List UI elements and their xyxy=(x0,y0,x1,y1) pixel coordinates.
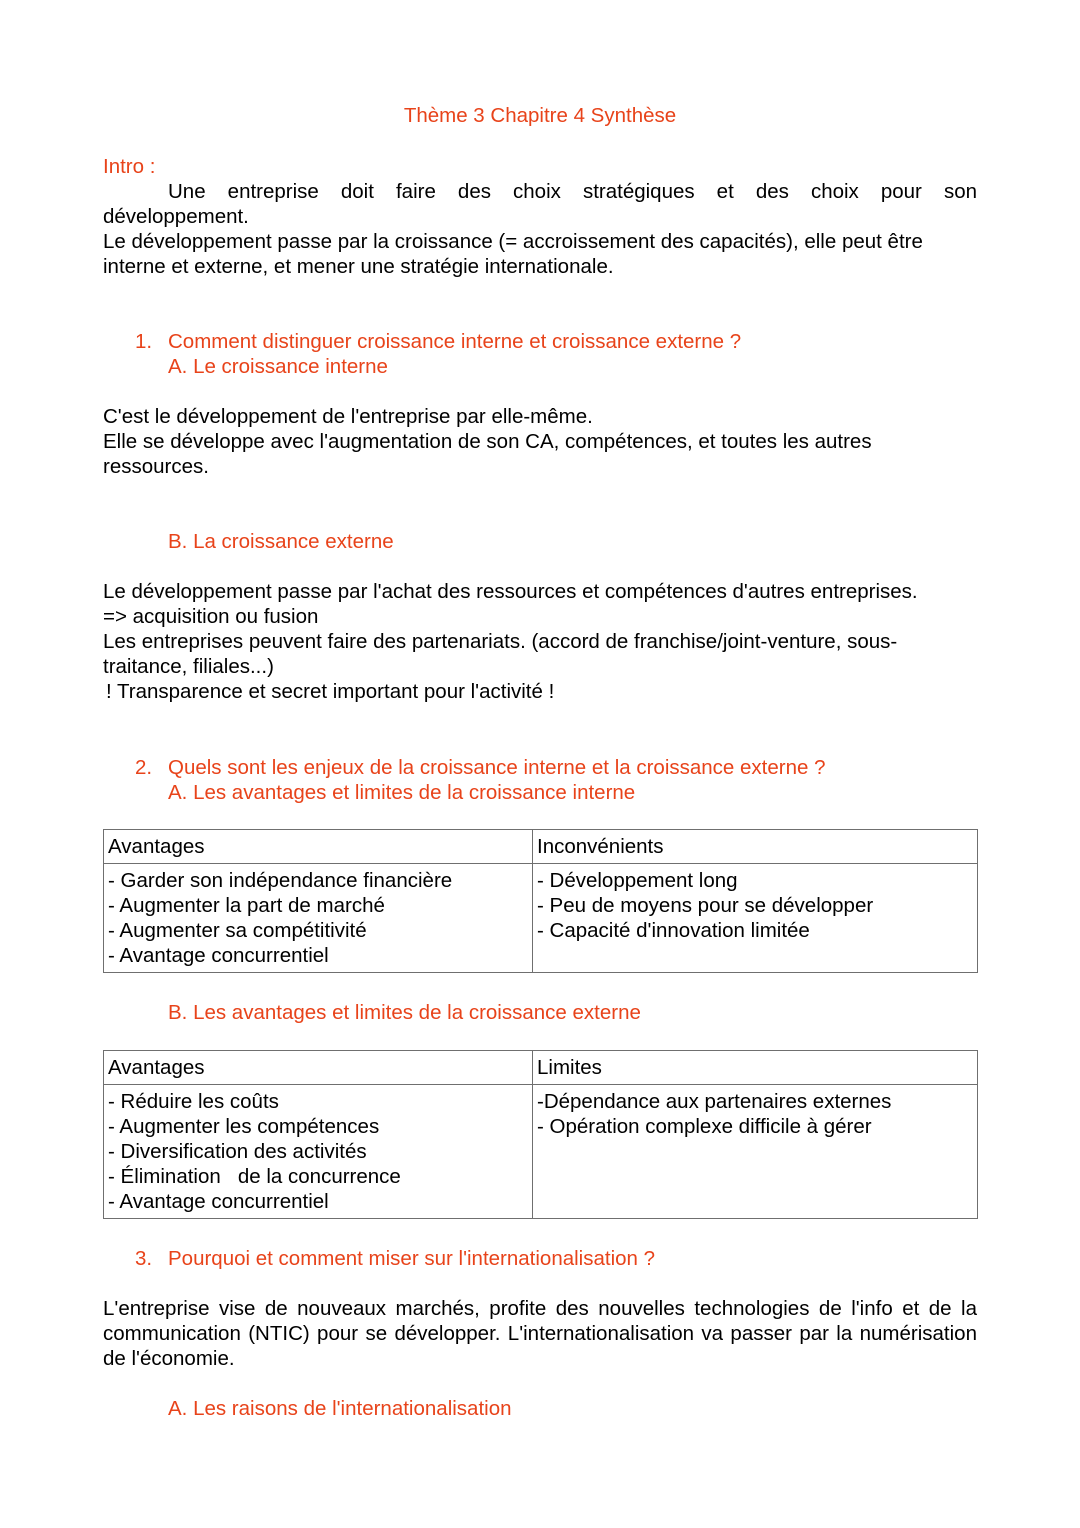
section-1-number: 1. xyxy=(135,330,153,353)
table-external-growth xyxy=(103,1050,978,1219)
table-cell-disadvantages xyxy=(533,864,978,973)
intro-line-1: Une entreprise doit faire des choix stratégiques et des choix pour son xyxy=(168,180,977,203)
list-item: - Avantage concurrentiel xyxy=(108,1190,329,1213)
list-item: - Élimination de la concurrence xyxy=(108,1165,401,1188)
list-item: - Développement long xyxy=(537,869,738,892)
table-cell-limits xyxy=(533,1085,978,1219)
section-1b-line-1: Le développement passe par l'achat des ressources et compétences d'autres entreprises. xyxy=(103,580,918,603)
section-3-number: 3. xyxy=(135,1247,153,1270)
section-1a-line-2: Elle se développe avec l'augmentation de son CA, compétences, et toutes les autres ressources. xyxy=(103,430,872,478)
section-2b-heading: B. Les avantages et limites de la croissance externe xyxy=(168,1001,641,1024)
section-1a-heading: A. Le croissance interne xyxy=(168,355,388,378)
section-3a-heading: A. Les raisons de l'internationalisation xyxy=(168,1397,512,1420)
list-item: - Augmenter la part de marché xyxy=(108,894,385,917)
list-item: - Réduire les coûts xyxy=(108,1090,279,1113)
table-header-limits: Limites xyxy=(533,1051,978,1085)
list-item: - Augmenter sa compétitivité xyxy=(108,919,367,942)
table-header-advantages: Avantages xyxy=(104,830,533,864)
table-header-advantages: Avantages xyxy=(104,1051,533,1085)
list-item: - Opération complexe difficile à gérer xyxy=(537,1115,872,1138)
list-item: - Avantage concurrentiel xyxy=(108,944,329,967)
intro-paragraph-1 xyxy=(103,179,977,229)
table-header-row xyxy=(104,1051,978,1085)
table-header-disadvantages: Inconvénients xyxy=(533,830,978,864)
section-1b-text xyxy=(103,579,963,704)
intro-line-2: développement. xyxy=(103,205,249,228)
list-item: - Capacité d'innovation limitée xyxy=(537,919,810,942)
table-row xyxy=(104,1085,978,1219)
table-row xyxy=(104,864,978,973)
list-item: - Diversification des activités xyxy=(108,1140,367,1163)
list-item: - Augmenter les compétences xyxy=(108,1115,380,1138)
intro-heading: Intro : xyxy=(103,155,156,178)
section-1a-line-1: C'est le développement de l'entreprise par elle-même. xyxy=(103,405,593,428)
list-item: - Garder son indépendance financière xyxy=(108,869,453,892)
section-1b-line-4: ! Transparence et secret important pour l'activité ! xyxy=(106,680,555,703)
section-1b-line-3: Les entreprises peuvent faire des partenariats. (accord de franchise/joint-venture, sous-traitance, filiales...) xyxy=(103,630,898,678)
section-1b-line-2: => acquisition ou fusion xyxy=(103,605,319,628)
section-3-text: L'entreprise vise de nouveaux marchés, profite des nouvelles technologies de l'info et de la communication (NTIC) pour se développer. L'internationalisation va passer par la numérisation de l'économie. xyxy=(103,1297,977,1370)
section-2-number: 2. xyxy=(135,756,153,779)
section-1a-text xyxy=(103,404,933,479)
intro-paragraph-2: Le développement passe par la croissance (= accroissement des capacités), elle peut être interne et externe, et mener une stratégie internationale. xyxy=(103,230,923,278)
table-cell-advantages xyxy=(104,864,533,973)
section-1-heading: Comment distinguer croissance interne et croissance externe ? xyxy=(168,330,742,353)
list-item: - Peu de moyens pour se développer xyxy=(537,894,874,917)
table-header-row xyxy=(104,830,978,864)
section-1b-heading: B. La croissance externe xyxy=(168,530,394,553)
list-item: -Dépendance aux partenaires externes xyxy=(537,1090,892,1113)
section-3-heading: Pourquoi et comment miser sur l'internationalisation ? xyxy=(168,1247,656,1270)
table-cell-advantages xyxy=(104,1085,533,1219)
page-title: Thème 3 Chapitre 4 Synthèse xyxy=(403,104,677,127)
section-2-heading: Quels sont les enjeux de la croissance interne et la croissance externe ? xyxy=(168,756,826,779)
section-2a-heading: A. Les avantages et limites de la croissance interne xyxy=(168,781,636,804)
table-internal-growth xyxy=(103,829,978,973)
